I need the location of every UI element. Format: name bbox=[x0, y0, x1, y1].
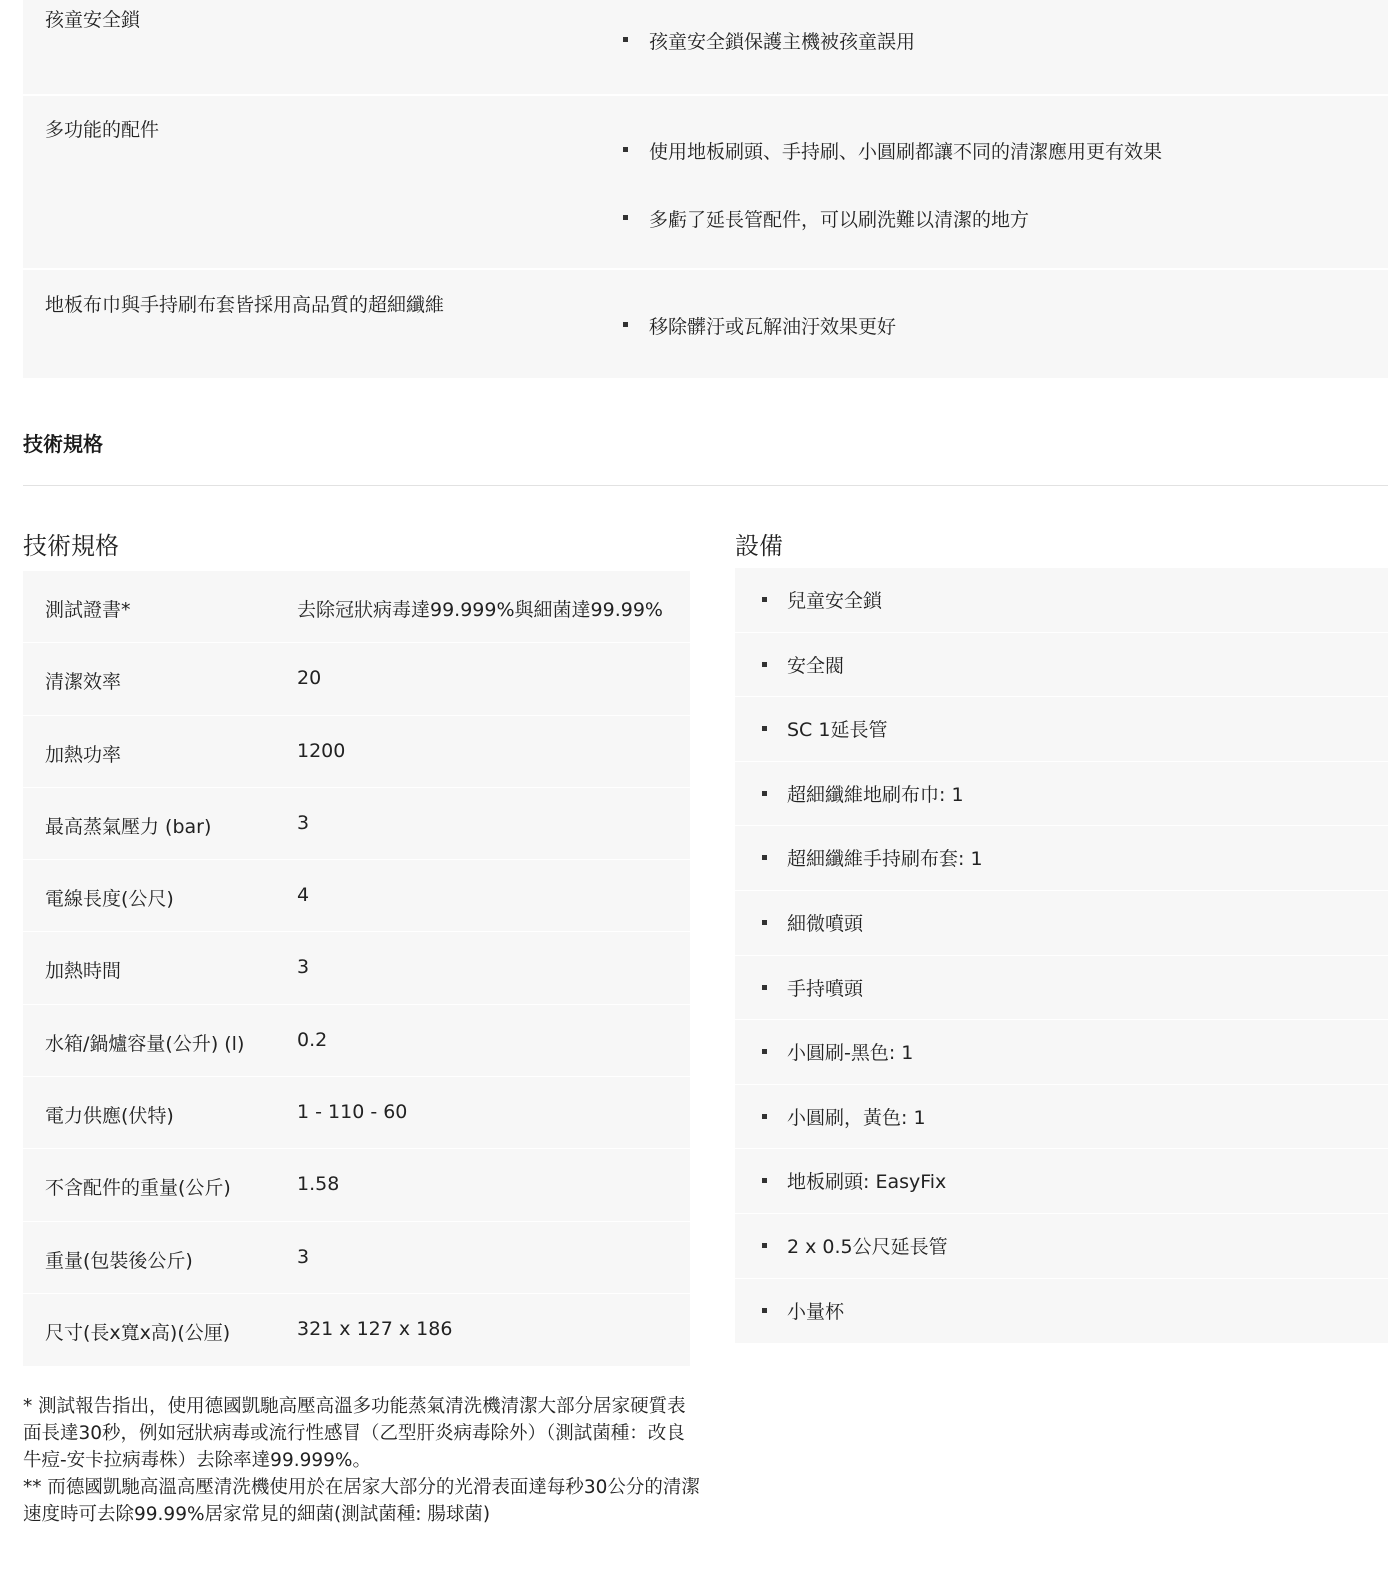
spec-key: 電力供應(伏特) bbox=[45, 1105, 174, 1128]
spec-key: 最高蒸氣壓力 (bar) bbox=[45, 815, 212, 838]
spec-value: 3 bbox=[297, 1245, 310, 1268]
equipment-item bbox=[735, 1020, 1388, 1085]
equipment-item bbox=[735, 1279, 1388, 1344]
bullet-icon bbox=[762, 985, 767, 990]
section-title: 技術規格 bbox=[23, 432, 103, 456]
spec-key: 電線長度(公尺) bbox=[45, 888, 174, 911]
feature-table bbox=[23, 0, 1388, 380]
spec-row bbox=[23, 1005, 690, 1077]
spec-value: 去除冠狀病毒達99.999%與細菌達99.99% bbox=[297, 599, 663, 621]
spec-value: 3 bbox=[297, 956, 310, 979]
spec-value: 4 bbox=[297, 884, 310, 907]
equipment-label: 地板刷頭: EasyFix bbox=[787, 1171, 947, 1194]
footnote-1: * 測試報告指出，使用德國凱馳高壓高溫多功能蒸氣清洗機清潔大部分居家硬質表面長達30秒，例如冠狀病毒或流行性感冒（乙型肝炎病毒除外）（測試菌種：改良牛痘-安卡拉病毒株）去除率達99.999%。 bbox=[23, 1396, 686, 1471]
equipment-label: 超細纖維手持刷布套: 1 bbox=[787, 848, 983, 871]
equipment-item bbox=[735, 1214, 1388, 1279]
spec-key: 不含配件的重量(公斤) bbox=[45, 1177, 231, 1200]
equipment-item bbox=[735, 633, 1388, 698]
feature-row-accessories bbox=[23, 96, 1388, 270]
equipment-item bbox=[735, 568, 1388, 633]
bullet-icon bbox=[762, 1114, 767, 1119]
spec-row bbox=[23, 1077, 690, 1149]
equipment-item bbox=[735, 1149, 1388, 1214]
bullet-icon bbox=[762, 855, 767, 860]
equipment-item bbox=[735, 1085, 1388, 1150]
spec-row bbox=[23, 788, 690, 860]
footnote-2: ** 而德國凱馳高溫高壓清洗機使用於在居家大部分的光滑表面達每秒30公分的清潔速度時可去除99.99%居家常見的細菌(測試菌種: 腸球菌) bbox=[23, 1477, 700, 1525]
equipment-label: SC 1延長管 bbox=[787, 719, 888, 742]
spec-key: 測試證書* bbox=[45, 599, 131, 621]
equipment-item bbox=[735, 762, 1388, 827]
spec-row bbox=[23, 1294, 690, 1366]
bullet-icon bbox=[762, 1243, 767, 1248]
bullet-icon bbox=[762, 726, 767, 731]
spec-value: 321 x 127 x 186 bbox=[297, 1317, 453, 1340]
feature-bullets bbox=[623, 27, 915, 54]
equipment-label: 小圓刷，黃色: 1 bbox=[787, 1106, 926, 1129]
bullet-icon bbox=[762, 1049, 767, 1054]
equipment-item bbox=[735, 826, 1388, 891]
bullet-icon bbox=[762, 597, 767, 602]
equipment-item bbox=[735, 891, 1388, 956]
spec-value: 1.58 bbox=[297, 1173, 340, 1196]
spec-row bbox=[23, 716, 690, 788]
bullet-icon bbox=[762, 1308, 767, 1313]
equipment-heading: 設備 bbox=[735, 532, 783, 560]
spec-row bbox=[23, 932, 690, 1004]
feature-bullet: 移除髒汙或瓦解油汙效果更好 bbox=[623, 312, 896, 339]
spec-value: 0.2 bbox=[297, 1028, 328, 1051]
equipment-label: 安全閥 bbox=[787, 654, 845, 677]
divider bbox=[23, 485, 1388, 486]
spec-heading: 技術規格 bbox=[23, 532, 119, 560]
feature-row-microfiber bbox=[23, 270, 1388, 380]
feature-bullet: 使用地板刷頭、手持刷、小圓刷都讓不同的清潔應用更有效果 bbox=[623, 137, 1162, 164]
feature-title: 地板布巾與手持刷布套皆採用高品質的超細纖維 bbox=[45, 294, 445, 316]
spec-key: 水箱/鍋爐容量(公升) (l) bbox=[45, 1032, 245, 1055]
spec-row bbox=[23, 860, 690, 932]
spec-row bbox=[23, 571, 690, 643]
bullet-icon bbox=[762, 1178, 767, 1183]
spec-value: 1200 bbox=[297, 739, 346, 762]
spec-value: 20 bbox=[297, 667, 322, 690]
spec-key: 重量(包裝後公斤) bbox=[45, 1249, 193, 1272]
feature-bullets bbox=[623, 137, 1162, 232]
equipment-label: 超細纖維地刷布巾: 1 bbox=[787, 783, 964, 806]
feature-bullet: 多虧了延長管配件，可以刷洗難以清潔的地方 bbox=[623, 205, 1162, 232]
feature-bullet: 孩童安全鎖保護主機被孩童誤用 bbox=[623, 27, 915, 54]
spec-table bbox=[23, 571, 690, 1366]
spec-value: 1 - 110 - 60 bbox=[297, 1101, 408, 1124]
spec-key: 清潔效率 bbox=[45, 671, 122, 694]
equipment-label: 2 x 0.5公尺延長管 bbox=[787, 1235, 948, 1258]
feature-title: 多功能的配件 bbox=[45, 119, 160, 141]
equipment-label: 小圓刷-黑色: 1 bbox=[787, 1042, 914, 1065]
bullet-icon bbox=[762, 920, 767, 925]
bullet-icon bbox=[762, 662, 767, 667]
equipment-label: 手持噴頭 bbox=[787, 977, 864, 1000]
spec-key: 加熱時間 bbox=[45, 960, 122, 983]
equipment-label: 兒童安全鎖 bbox=[787, 590, 883, 612]
equipment-item bbox=[735, 956, 1388, 1021]
equipment-label: 細微噴頭 bbox=[787, 912, 864, 935]
spec-key: 加熱功率 bbox=[45, 743, 122, 766]
feature-title: 孩童安全鎖 bbox=[45, 9, 141, 31]
equipment-list bbox=[735, 568, 1388, 1343]
spec-row bbox=[23, 643, 690, 715]
spec-key: 尺寸(長x寬x高)(公厘) bbox=[45, 1321, 231, 1344]
equipment-item bbox=[735, 697, 1388, 762]
equipment-label: 小量杯 bbox=[787, 1300, 845, 1323]
footnote bbox=[23, 1393, 703, 1528]
spec-row bbox=[23, 1222, 690, 1294]
spec-row bbox=[23, 1149, 690, 1221]
spec-value: 3 bbox=[297, 811, 310, 834]
bullet-icon bbox=[762, 791, 767, 796]
feature-bullets bbox=[623, 312, 896, 339]
feature-row-child-lock bbox=[23, 0, 1388, 96]
